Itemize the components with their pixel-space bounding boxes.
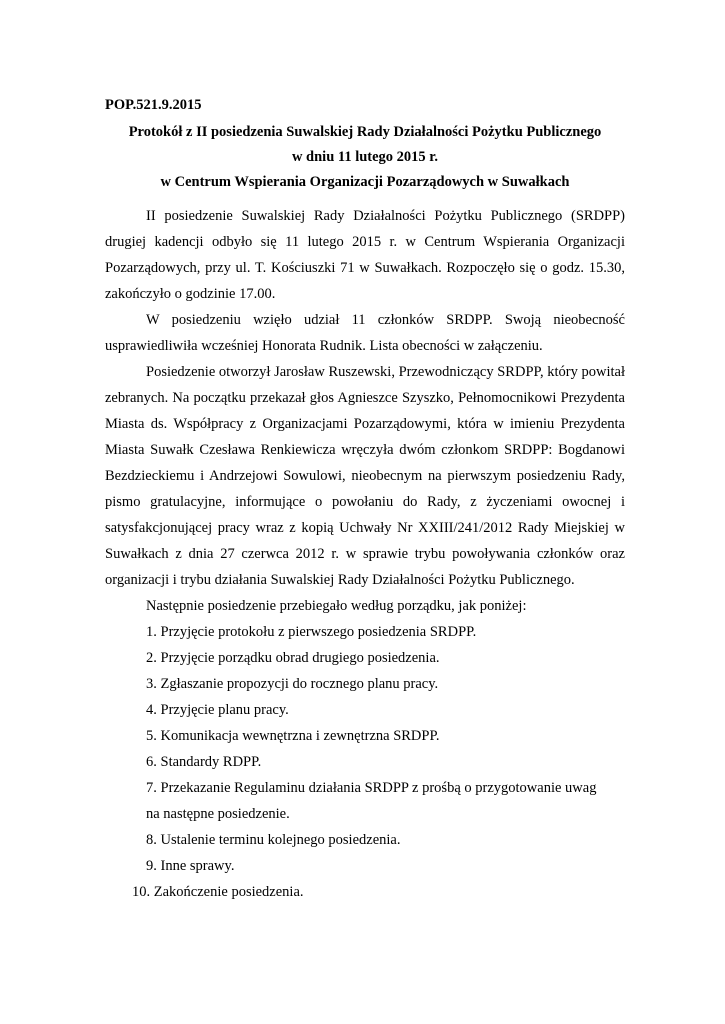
agenda-item-number: 3. bbox=[146, 676, 157, 692]
agenda-item-text: Inne sprawy. bbox=[160, 858, 235, 874]
agenda-item-3 bbox=[105, 671, 625, 697]
agenda-item-1 bbox=[105, 619, 625, 645]
document-body bbox=[105, 203, 625, 905]
agenda-item-number: 1. bbox=[146, 624, 157, 640]
agenda-item-number: 8. bbox=[146, 832, 157, 848]
agenda-item-9 bbox=[105, 853, 625, 879]
paragraph-3: Posiedzenie otworzył Jarosław Ruszewski, Przewodniczący SRDPP, który powitał zebranych. Na początku przekazał głos Agnieszce Szyszko, Pełnomocnikowi Prezydenta Miasta ds. Współpracy z Organizacjami Pozarządowymi, która w imieniu Prezydenta Miasta Suwałk Czesława Renkiewicza wręczyła dwóm członkom SRDPP: Bogdanowi Bezdzieckiemu i Andrzejowi Sowulowi, nieobecnym na pierwszym posiedzeniu Rady, pismo gratulacyjne, informujące o powołaniu do Rady, z życzeniami owocnej i satysfakcjonującej pracy wraz z kopią Uchwały Nr XXIII/241/2012 Rady Miejskiej w Suwałkach z dnia 27 czerwca 2012 r. w sprawie trybu powoływania członków oraz organizacji i trybu działania Suwalskiej Rady Działalności Pożytku Publicznego. bbox=[105, 364, 625, 588]
agenda-item-number: 6. bbox=[146, 754, 157, 770]
agenda-item-number: 5. bbox=[146, 728, 157, 744]
agenda-item-8 bbox=[105, 827, 625, 853]
agenda-item-number: 2. bbox=[146, 650, 157, 666]
agenda-item-continuation: na następne posiedzenie. bbox=[146, 806, 290, 822]
document-title bbox=[100, 120, 630, 195]
agenda-item-7 bbox=[105, 775, 625, 827]
title-line-3: w Centrum Wspierania Organizacji Pozarządowych w Suwałkach bbox=[160, 174, 570, 190]
agenda-list bbox=[105, 619, 625, 905]
agenda-item-number: 10. bbox=[132, 884, 151, 900]
agenda-item-2 bbox=[105, 645, 625, 671]
agenda-item-text: Przekazanie Regulaminu działania SRDPP z prośbą o przygotowanie uwag bbox=[160, 780, 597, 796]
agenda-item-number: 9. bbox=[146, 858, 157, 874]
agenda-item-4 bbox=[105, 697, 625, 723]
agenda-item-text: Standardy RDPP. bbox=[160, 754, 262, 770]
agenda-item-text: Zgłaszanie propozycji do rocznego planu pracy. bbox=[160, 676, 439, 692]
agenda-item-text: Ustalenie terminu kolejnego posiedzenia. bbox=[160, 832, 401, 848]
agenda-item-text: Komunikacja wewnętrzna i zewnętrzna SRDPP. bbox=[160, 728, 440, 744]
agenda-item-text: Przyjęcie protokołu z pierwszego posiedzenia SRDPP. bbox=[160, 624, 477, 640]
agenda-item-6 bbox=[105, 749, 625, 775]
agenda-item-5 bbox=[105, 723, 625, 749]
agenda-item-text: Przyjęcie planu pracy. bbox=[160, 702, 289, 718]
title-line-2: w dniu 11 lutego 2015 r. bbox=[291, 149, 439, 165]
document-reference: POP.521.9.2015 bbox=[105, 97, 202, 113]
agenda-item-text: Przyjęcie porządku obrad drugiego posiedzenia. bbox=[160, 650, 440, 666]
agenda-item-text: Zakończenie posiedzenia. bbox=[153, 884, 304, 900]
paragraph-1: II posiedzenie Suwalskiej Rady Działalności Pożytku Publicznego (SRDPP) drugiej kadencji odbyło się 11 lutego 2015 r. w Centrum Wspierania Organizacji Pozarządowych, przy ul. T. Kościuszki 71 w Suwałkach. Rozpoczęło się o godz. 15.30, zakończyło o godzinie 17.00. bbox=[105, 208, 625, 302]
agenda-intro: Następnie posiedzenie przebiegało według porządku, jak poniżej: bbox=[146, 598, 527, 614]
title-line-1: Protokół z II posiedzenia Suwalskiej Rady Działalności Pożytku Publicznego bbox=[128, 124, 602, 140]
agenda-item-number: 7. bbox=[146, 780, 157, 796]
agenda-item-10 bbox=[105, 879, 625, 905]
paragraph-2: W posiedzeniu wzięło udział 11 członków SRDPP. Swoją nieobecność usprawiedliwiła wcześniej Honorata Rudnik. Lista obecności w załączeniu. bbox=[105, 312, 625, 354]
agenda-item-number: 4. bbox=[146, 702, 157, 718]
